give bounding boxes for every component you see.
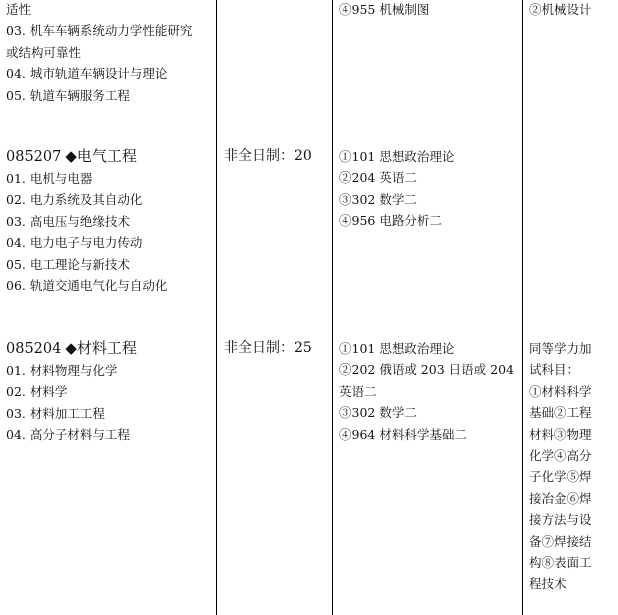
direction-item: 06. 轨道交通电气化与自动化 (6, 277, 168, 293)
direction-item: 05. 电工理论与新技术 (6, 256, 130, 272)
retest-item: 备⑦焊接结 (529, 533, 592, 549)
exam-item: ②204 英语二 (339, 170, 417, 186)
major-code: 085204 (6, 341, 62, 357)
retest-item: 基础②工程 (529, 405, 592, 421)
retest-item: ①材料科学 (529, 383, 592, 399)
exam-item: ①101 思想政治理论 (339, 341, 455, 356)
direction-item: 04. 电力电子与电力传动 (6, 235, 143, 251)
retest-list (529, 338, 592, 595)
retest-item: 程技术 (529, 576, 567, 592)
direction-item: 04. 高分子材料与工程 (6, 427, 130, 443)
retest-item: 接冶金⑥焊 (529, 490, 592, 506)
exam-list (339, 0, 429, 20)
directions-list (6, 168, 167, 296)
direction-item: 05. 轨道车辆服务工程 (6, 87, 130, 103)
column-divider (332, 0, 333, 615)
retest-item: 同等学力加 (529, 341, 592, 356)
exam-item: ③302 数学二 (339, 191, 417, 207)
direction-item: 02. 电力系统及其自动化 (6, 192, 143, 208)
retest-item: 材料③物理 (529, 426, 592, 442)
exam-item: 英语二 (339, 383, 377, 399)
major-name: ◆电气工程 (65, 147, 137, 165)
major-name: ◆材料工程 (65, 339, 137, 357)
direction-item: 03. 机车车辆系统动力学性能研究 (6, 23, 193, 39)
exam-item: ④955 机械制图 (339, 2, 430, 17)
enrollment-count: 非全日制：25 (224, 340, 312, 356)
direction-item: 01. 材料物理与化学 (6, 363, 118, 378)
retest-item: ②机械设计 (529, 2, 592, 17)
exam-item: ①101 思想政治理论 (339, 149, 455, 164)
exam-item: ②202 俄语或 203 日语或 204 (339, 362, 514, 378)
direction-item: 适性 (6, 2, 32, 17)
column-divider (522, 0, 523, 615)
retest-item: 子化学⑤焊 (529, 469, 592, 485)
direction-item: 02. 材料学 (6, 384, 68, 400)
directions-list (6, 360, 130, 446)
exam-item: ④964 材料科学基础二 (339, 426, 467, 442)
retest-item: 接方法与设 (529, 512, 592, 528)
retest-item: 试科目： (529, 362, 580, 378)
major-heading (6, 338, 137, 360)
exam-item: ③302 数学二 (339, 405, 417, 421)
exam-item: ④956 电路分析二 (339, 213, 442, 229)
retest-item: 化学④高分 (529, 447, 592, 463)
direction-item: 03. 材料加工工程 (6, 405, 105, 421)
column-divider (216, 0, 217, 615)
exam-list (339, 146, 454, 232)
retest-item: 构⑧表面工 (529, 554, 592, 570)
direction-item: 04. 城市轨道车辆设计与理论 (6, 66, 168, 82)
direction-item: 03. 高电压与绝缘技术 (6, 213, 130, 229)
direction-item: 或结构可靠性 (6, 44, 82, 60)
enrollment-count: 非全日制：20 (224, 148, 312, 164)
major-heading (6, 146, 137, 168)
directions-list (6, 0, 192, 106)
retest-list (529, 0, 592, 20)
exam-list (339, 338, 514, 445)
direction-item: 01. 电机与电器 (6, 171, 93, 186)
major-code: 085207 (6, 149, 62, 165)
